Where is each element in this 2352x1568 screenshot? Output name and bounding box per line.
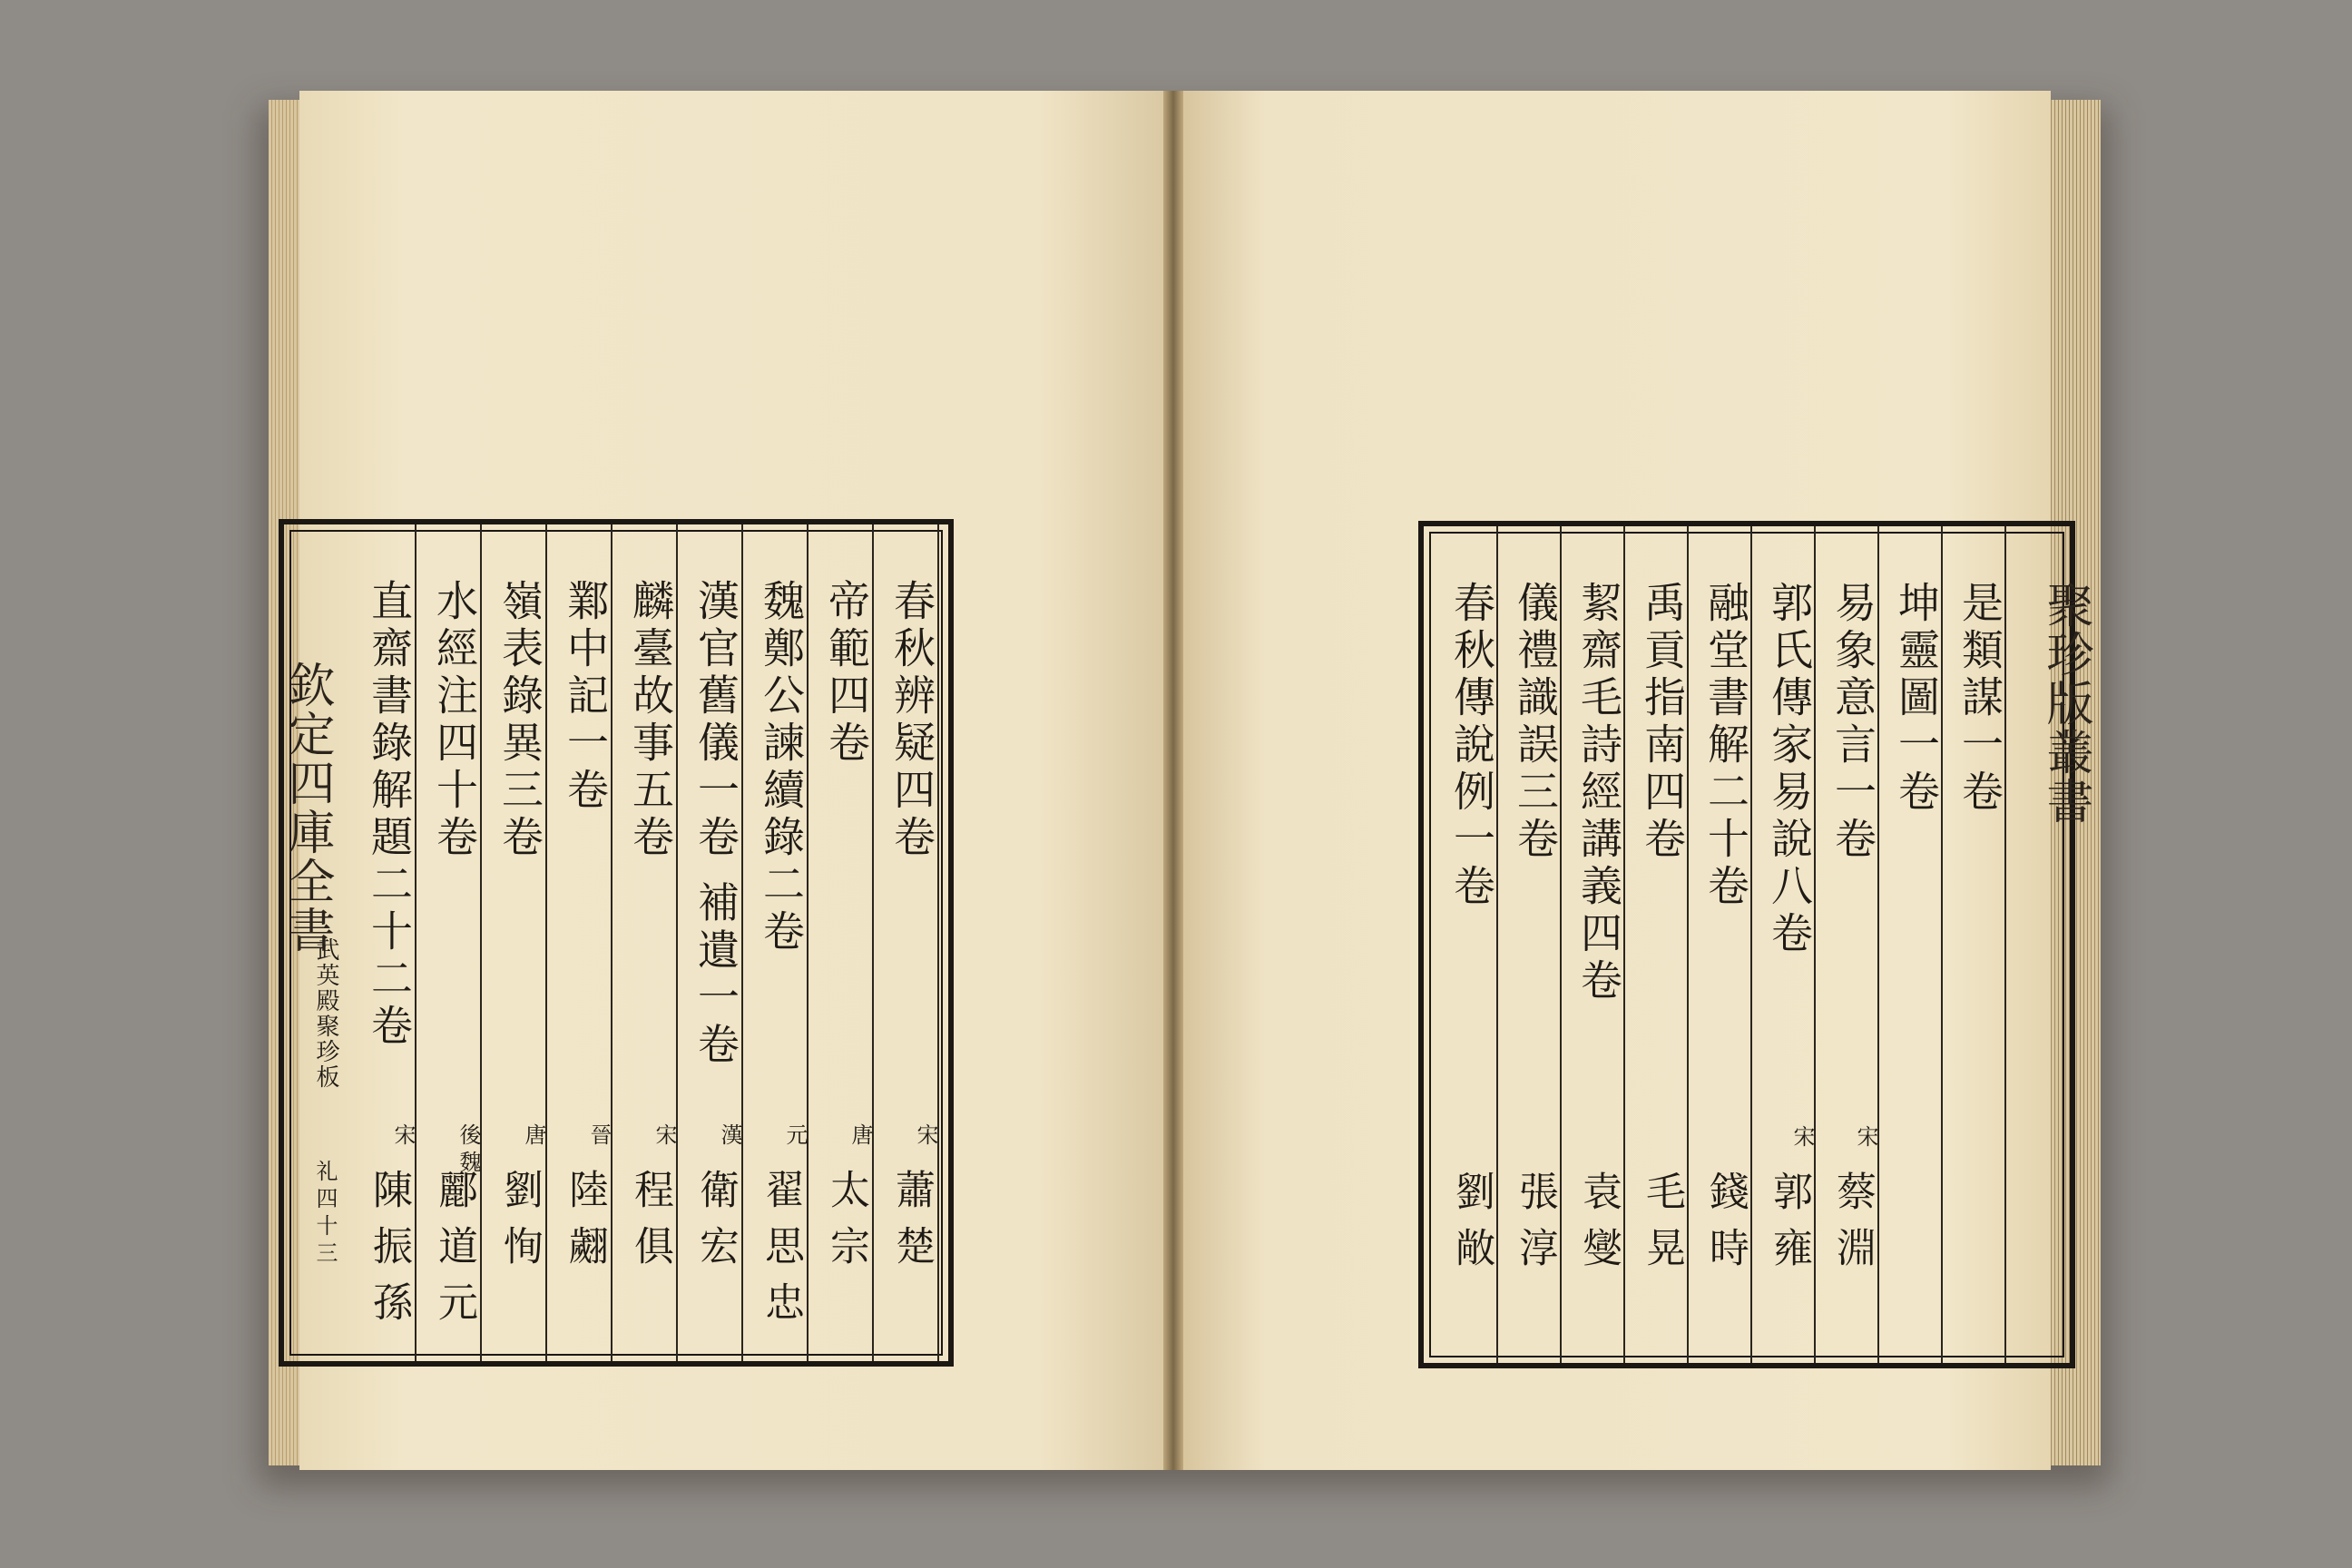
right-author: 錢時	[1702, 1171, 1749, 1283]
right-column	[1814, 526, 1879, 1363]
right-column	[1496, 526, 1562, 1363]
left-spine-title: 欽定四庫全書	[279, 661, 334, 955]
left-book-title: 嶺表錄異三卷	[495, 579, 544, 862]
left-column	[611, 524, 678, 1361]
left-author: 酈道元	[431, 1169, 477, 1338]
right-book-title: 儀禮識誤三卷	[1511, 581, 1560, 864]
right-column	[1560, 526, 1625, 1363]
right-author: 袁燮	[1575, 1171, 1622, 1283]
right-text-frame	[1418, 521, 2092, 1368]
right-dynasty: 宋	[1789, 1125, 1815, 1152]
right-column	[1941, 526, 2006, 1363]
left-book-title: 水經注四十卷	[430, 579, 479, 862]
left-book-title: 直齋書錄解題二十二卷	[365, 579, 414, 1051]
left-author: 陳振孫	[366, 1169, 412, 1338]
left-columns	[284, 524, 948, 1361]
left-column	[872, 524, 939, 1361]
left-text-frame	[279, 519, 954, 1367]
left-folio-number: 礼四十三	[312, 1160, 338, 1269]
right-book-title: 坤靈圖一卷	[1892, 581, 1941, 817]
right-book-title: 易象意言一卷	[1828, 581, 1877, 864]
right-author: 毛晃	[1639, 1171, 1685, 1283]
right-book-title: 絜齋毛詩經講義四卷	[1574, 581, 1623, 1005]
right-column	[1877, 526, 1943, 1363]
left-column	[676, 524, 743, 1361]
left-book-title: 春秋辨疑四卷	[887, 579, 936, 862]
right-column	[1433, 526, 1498, 1363]
left-book-title: 帝範四卷	[822, 579, 871, 768]
left-author: 陸翽	[562, 1169, 608, 1281]
book-gutter	[1163, 91, 1183, 1470]
left-book-title: 麟臺故事五卷	[626, 579, 675, 862]
left-column	[741, 524, 808, 1361]
right-column	[1623, 526, 1689, 1363]
left-author: 劉恂	[496, 1169, 543, 1281]
right-column	[1687, 526, 1752, 1363]
left-banner-text: 武英殿聚珍板	[312, 937, 339, 1090]
left-dynasty: 唐	[521, 1123, 546, 1151]
right-book-title: 融堂書解二十卷	[1701, 581, 1750, 911]
right-dynasty: 宋	[1853, 1125, 1878, 1152]
left-author: 太宗	[823, 1169, 869, 1281]
left-book-title: 漢官舊儀一卷 補遺一卷	[691, 579, 740, 1070]
right-spine-title: 聚珍版叢書	[2038, 581, 2092, 826]
left-dynasty: 元	[782, 1123, 808, 1151]
left-dynasty: 宋	[652, 1123, 677, 1151]
left-dynasty: 宋	[913, 1123, 938, 1151]
left-author: 程俱	[627, 1169, 673, 1281]
right-book-title: 春秋傳說例一卷	[1447, 581, 1496, 911]
left-dynasty: 晉	[586, 1123, 612, 1151]
right-book-title: 是類謀一卷	[1955, 581, 2004, 817]
left-column	[807, 524, 874, 1361]
left-column	[545, 524, 612, 1361]
right-columns	[1424, 526, 2070, 1363]
left-author: 蕭楚	[888, 1169, 935, 1281]
left-column	[349, 524, 416, 1361]
right-author: 郭雍	[1766, 1171, 1812, 1283]
left-column	[480, 524, 547, 1361]
right-column	[1750, 526, 1816, 1363]
left-dynasty: 後魏	[456, 1123, 481, 1178]
left-author: 衛宏	[692, 1169, 739, 1281]
left-dynasty: 漢	[717, 1123, 742, 1151]
left-dynasty: 唐	[848, 1123, 873, 1151]
left-dynasty: 宋	[390, 1123, 416, 1151]
right-author: 蔡淵	[1829, 1171, 1876, 1283]
right-book-title: 郭氏傳家易說八卷	[1765, 581, 1814, 958]
left-book-title: 鄴中記一卷	[561, 579, 610, 815]
right-author: 張淳	[1512, 1171, 1558, 1283]
left-author: 翟思忠	[758, 1169, 804, 1338]
right-author: 劉敞	[1448, 1171, 1494, 1283]
left-book-title: 魏鄭公諫續錄二卷	[757, 579, 806, 956]
left-column	[415, 524, 482, 1361]
right-book-title: 禹貢指南四卷	[1638, 581, 1687, 864]
